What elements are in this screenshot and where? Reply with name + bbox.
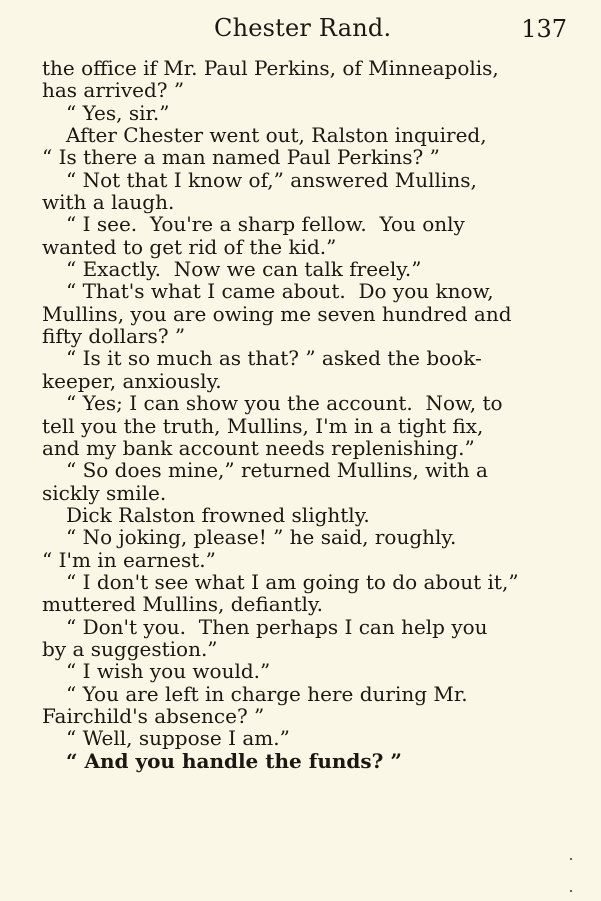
text-line: muttered Mullins, defiantly. bbox=[42, 592, 323, 617]
text-line: “ I wish you would.” bbox=[66, 659, 271, 684]
text-line: has arrived? ” bbox=[42, 78, 185, 103]
page-header bbox=[0, 12, 601, 44]
text-line: Fairchild's absence? ” bbox=[42, 703, 265, 728]
running-head: Chester Rand. bbox=[214, 14, 392, 42]
text-line: Mullins, you are owing me seven hundred and bbox=[42, 301, 512, 326]
text-line: “ I don't see what I am going to do about it,” bbox=[66, 569, 519, 594]
text-line: “ Is there a man named Paul Perkins? ” bbox=[42, 145, 440, 170]
text-line: “ No joking, please! ” he said, roughly. bbox=[66, 525, 457, 550]
print-speck bbox=[570, 858, 572, 860]
text-line: “ Is it so much as that? ” asked the book- bbox=[66, 346, 482, 371]
text-line: After Chester went out, Ralston inquired, bbox=[66, 123, 487, 148]
text-line: “ I see. You're a sharp fellow. You only bbox=[66, 212, 465, 237]
text-line: tell you the truth, Mullins, I'm in a tight fix, bbox=[42, 413, 484, 438]
text-line: by a suggestion.” bbox=[42, 636, 218, 661]
text-line: with a laugh. bbox=[42, 190, 175, 215]
text-line: and my bank account needs replenishing.” bbox=[42, 435, 475, 460]
text-line: “ And you handle the funds? ” bbox=[66, 748, 402, 773]
text-line: wanted to get rid of the kid.” bbox=[42, 234, 337, 259]
text-line: “ So does mine,” returned Mullins, with a bbox=[66, 458, 488, 483]
text-line: “ Exactly. Now we can talk freely.” bbox=[66, 257, 422, 282]
text-line: keeper, anxiously. bbox=[42, 368, 222, 393]
text-line: “ Don't you. Then perhaps I can help you bbox=[66, 614, 488, 639]
print-speck bbox=[570, 890, 572, 892]
text-line: “ That's what I came about. Do you know, bbox=[66, 279, 494, 304]
text-line: fifty dollars? ” bbox=[42, 324, 186, 349]
text-line: the office if Mr. Paul Perkins, of Minneapolis, bbox=[42, 56, 499, 80]
text-line: “ Not that I know of,” answered Mullins, bbox=[66, 167, 477, 192]
text-line: “ Yes; I can show you the account. Now, to bbox=[66, 391, 503, 416]
text-line: “ Yes, sir.” bbox=[66, 100, 170, 125]
page-body bbox=[42, 57, 569, 772]
page-number: 137 bbox=[521, 15, 567, 43]
text-line: sickly smile. bbox=[42, 480, 167, 505]
text-line: Dick Ralston frowned slightly. bbox=[66, 502, 370, 527]
text-line: “ You are left in charge here during Mr. bbox=[66, 681, 468, 706]
text-line: “ I'm in earnest.” bbox=[42, 547, 216, 572]
text-line: “ Well, suppose I am.” bbox=[66, 726, 290, 751]
